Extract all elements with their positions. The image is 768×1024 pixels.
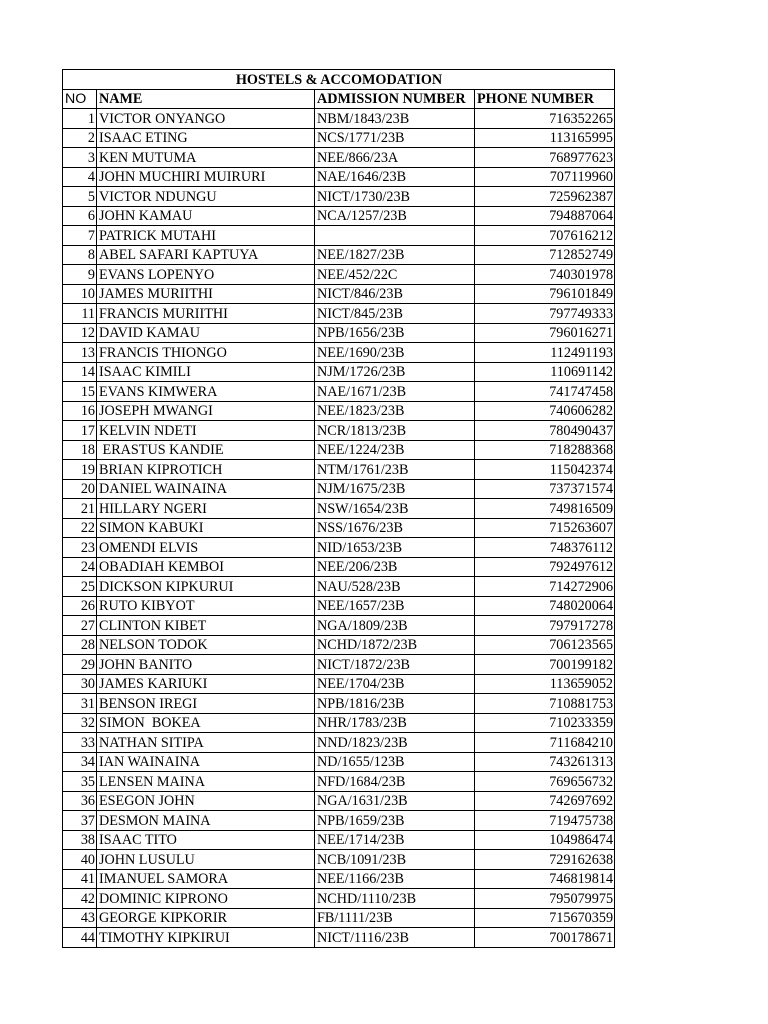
row-phone-number: 725962387 (475, 187, 615, 207)
row-phone-number: 715263607 (475, 518, 615, 538)
row-no: 17 (63, 421, 97, 441)
row-phone-number: 797917278 (475, 616, 615, 636)
table-row (63, 109, 615, 129)
table-row (63, 733, 615, 753)
row-no: 24 (63, 557, 97, 577)
row-no: 27 (63, 616, 97, 636)
row-name: BENSON IREGI (97, 694, 315, 714)
header-admission-number: ADMISSION NUMBER (315, 89, 475, 109)
table-row (63, 752, 615, 772)
table-row (63, 869, 615, 889)
row-no: 29 (63, 655, 97, 675)
row-name: JOHN BANITO (97, 655, 315, 675)
row-phone-number: 780490437 (475, 421, 615, 441)
table-row (63, 362, 615, 382)
header-no: NO (63, 89, 97, 109)
row-no: 2 (63, 128, 97, 148)
table-body (63, 70, 615, 948)
row-no: 40 (63, 850, 97, 870)
row-name: KELVIN NDETI (97, 421, 315, 441)
hostel-accommodation-table (62, 69, 615, 948)
row-no: 10 (63, 284, 97, 304)
table-row (63, 128, 615, 148)
row-admission-number: NHR/1783/23B (315, 713, 475, 733)
row-name: ISAAC KIMILI (97, 362, 315, 382)
row-admission-number: NICT/1872/23B (315, 655, 475, 675)
row-name: GEORGE KIPKORIR (97, 908, 315, 928)
row-admission-number: NPB/1659/23B (315, 811, 475, 831)
row-no: 21 (63, 499, 97, 519)
row-admission-number: NND/1823/23B (315, 733, 475, 753)
row-name: TIMOTHY KIPKIRUI (97, 928, 315, 948)
row-admission-number: NEE/1823/23B (315, 401, 475, 421)
table-row (63, 284, 615, 304)
row-admission-number (315, 226, 475, 246)
row-name: OBADIAH KEMBOI (97, 557, 315, 577)
table-row (63, 518, 615, 538)
row-no: 42 (63, 889, 97, 909)
table-row (63, 811, 615, 831)
table-row (63, 323, 615, 343)
row-name: SIMON BOKEA (97, 713, 315, 733)
row-phone-number: 716352265 (475, 109, 615, 129)
row-name: NATHAN SITIPA (97, 733, 315, 753)
row-name: HILLARY NGERI (97, 499, 315, 519)
table-row (63, 850, 615, 870)
row-no: 8 (63, 245, 97, 265)
row-name: EVANS LOPENYO (97, 265, 315, 285)
row-no: 1 (63, 109, 97, 129)
row-name: CLINTON KIBET (97, 616, 315, 636)
row-name: ABEL SAFARI KAPTUYA (97, 245, 315, 265)
table-row (63, 401, 615, 421)
row-no: 11 (63, 304, 97, 324)
row-no: 31 (63, 694, 97, 714)
row-admission-number: NID/1653/23B (315, 538, 475, 558)
row-phone-number: 796016271 (475, 323, 615, 343)
row-admission-number: NJM/1726/23B (315, 362, 475, 382)
row-name: OMENDI ELVIS (97, 538, 315, 558)
row-name: JOSEPH MWANGI (97, 401, 315, 421)
row-phone-number: 112491193 (475, 343, 615, 363)
row-phone-number: 115042374 (475, 460, 615, 480)
row-phone-number: 740606282 (475, 401, 615, 421)
row-no: 5 (63, 187, 97, 207)
row-name: DANIEL WAINAINA (97, 479, 315, 499)
row-name: JOHN KAMAU (97, 206, 315, 226)
table-row (63, 265, 615, 285)
row-name: KEN MUTUMA (97, 148, 315, 168)
row-no: 22 (63, 518, 97, 538)
row-no: 35 (63, 772, 97, 792)
row-admission-number: NEE/1714/23B (315, 830, 475, 850)
row-phone-number: 748376112 (475, 538, 615, 558)
table-row (63, 713, 615, 733)
row-phone-number: 104986474 (475, 830, 615, 850)
row-phone-number: 719475738 (475, 811, 615, 831)
row-phone-number: 707119960 (475, 167, 615, 187)
row-name: VICTOR ONYANGO (97, 109, 315, 129)
table-row (63, 772, 615, 792)
row-admission-number: NTM/1761/23B (315, 460, 475, 480)
row-admission-number: NEE/1224/23B (315, 440, 475, 460)
row-no: 3 (63, 148, 97, 168)
row-no: 43 (63, 908, 97, 928)
row-phone-number: 796101849 (475, 284, 615, 304)
row-no: 9 (63, 265, 97, 285)
row-name: JOHN LUSULU (97, 850, 315, 870)
row-admission-number: NPB/1816/23B (315, 694, 475, 714)
row-phone-number: 748020064 (475, 596, 615, 616)
table-row (63, 538, 615, 558)
table-row (63, 460, 615, 480)
row-no: 37 (63, 811, 97, 831)
header-name: NAME (97, 89, 315, 109)
table-row (63, 148, 615, 168)
table-row (63, 596, 615, 616)
row-phone-number: 795079975 (475, 889, 615, 909)
row-phone-number: 113165995 (475, 128, 615, 148)
row-name: DESMON MAINA (97, 811, 315, 831)
row-no: 44 (63, 928, 97, 948)
row-name: DAVID KAMAU (97, 323, 315, 343)
table-row (63, 908, 615, 928)
row-admission-number: NICT/1730/23B (315, 187, 475, 207)
row-no: 20 (63, 479, 97, 499)
table-row (63, 674, 615, 694)
row-admission-number: NCS/1771/23B (315, 128, 475, 148)
row-phone-number: 743261313 (475, 752, 615, 772)
table-row (63, 635, 615, 655)
row-name: BRIAN KIPROTICH (97, 460, 315, 480)
table-row (63, 421, 615, 441)
row-admission-number: NEE/1657/23B (315, 596, 475, 616)
row-admission-number: FB/1111/23B (315, 908, 475, 928)
row-admission-number: NICT/846/23B (315, 284, 475, 304)
row-no: 25 (63, 577, 97, 597)
row-admission-number: NEE/206/23B (315, 557, 475, 577)
row-phone-number: 742697692 (475, 791, 615, 811)
row-phone-number: 740301978 (475, 265, 615, 285)
row-phone-number: 769656732 (475, 772, 615, 792)
row-no: 7 (63, 226, 97, 246)
row-phone-number: 714272906 (475, 577, 615, 597)
row-no: 32 (63, 713, 97, 733)
table-row (63, 245, 615, 265)
row-admission-number: NGA/1631/23B (315, 791, 475, 811)
row-admission-number: NCA/1257/23B (315, 206, 475, 226)
row-admission-number: NEE/452/22C (315, 265, 475, 285)
row-name: LENSEN MAINA (97, 772, 315, 792)
header-row (63, 89, 615, 109)
row-admission-number: NEE/1690/23B (315, 343, 475, 363)
row-admission-number: NBM/1843/23B (315, 109, 475, 129)
row-admission-number: NCHD/1872/23B (315, 635, 475, 655)
table-row (63, 499, 615, 519)
table-row (63, 343, 615, 363)
row-no: 26 (63, 596, 97, 616)
row-phone-number: 710233359 (475, 713, 615, 733)
row-name: IMANUEL SAMORA (97, 869, 315, 889)
row-no: 14 (63, 362, 97, 382)
row-phone-number: 741747458 (475, 382, 615, 402)
row-no: 34 (63, 752, 97, 772)
row-admission-number: NSW/1654/23B (315, 499, 475, 519)
row-phone-number: 737371574 (475, 479, 615, 499)
row-admission-number: NEE/866/23A (315, 148, 475, 168)
row-phone-number: 768977623 (475, 148, 615, 168)
row-name: IAN WAINAINA (97, 752, 315, 772)
table-row (63, 479, 615, 499)
row-name: ESEGON JOHN (97, 791, 315, 811)
row-phone-number: 715670359 (475, 908, 615, 928)
row-admission-number: NSS/1676/23B (315, 518, 475, 538)
row-no: 36 (63, 791, 97, 811)
table-row (63, 830, 615, 850)
row-admission-number: NAU/528/23B (315, 577, 475, 597)
row-phone-number: 712852749 (475, 245, 615, 265)
row-admission-number: NCB/1091/23B (315, 850, 475, 870)
table-row (63, 440, 615, 460)
row-admission-number: NAE/1671/23B (315, 382, 475, 402)
row-phone-number: 794887064 (475, 206, 615, 226)
row-name: PATRICK MUTAHI (97, 226, 315, 246)
row-no: 16 (63, 401, 97, 421)
row-admission-number: ND/1655/123B (315, 752, 475, 772)
table-row (63, 928, 615, 948)
table-row (63, 616, 615, 636)
row-no: 38 (63, 830, 97, 850)
row-no: 19 (63, 460, 97, 480)
row-no: 6 (63, 206, 97, 226)
row-phone-number: 706123565 (475, 635, 615, 655)
row-phone-number: 700178671 (475, 928, 615, 948)
row-name: JAMES MURIITHI (97, 284, 315, 304)
table-row (63, 167, 615, 187)
table-row (63, 791, 615, 811)
row-no: 41 (63, 869, 97, 889)
header-phone-number: PHONE NUMBER (475, 89, 615, 109)
table-row (63, 187, 615, 207)
row-admission-number: NICT/845/23B (315, 304, 475, 324)
row-no: 28 (63, 635, 97, 655)
row-name: RUTO KIBYOT (97, 596, 315, 616)
row-no: 30 (63, 674, 97, 694)
row-name: DOMINIC KIPRONO (97, 889, 315, 909)
table-row (63, 226, 615, 246)
row-no: 18 (63, 440, 97, 460)
row-phone-number: 718288368 (475, 440, 615, 460)
row-phone-number: 710881753 (475, 694, 615, 714)
row-no: 13 (63, 343, 97, 363)
row-admission-number: NJM/1675/23B (315, 479, 475, 499)
row-admission-number: NCHD/1110/23B (315, 889, 475, 909)
row-no: 15 (63, 382, 97, 402)
row-phone-number: 113659052 (475, 674, 615, 694)
row-phone-number: 746819814 (475, 869, 615, 889)
row-phone-number: 749816509 (475, 499, 615, 519)
row-phone-number: 110691142 (475, 362, 615, 382)
row-phone-number: 700199182 (475, 655, 615, 675)
row-phone-number: 711684210 (475, 733, 615, 753)
table-row (63, 694, 615, 714)
row-no: 12 (63, 323, 97, 343)
row-admission-number: NEE/1704/23B (315, 674, 475, 694)
table-row (63, 382, 615, 402)
row-name: ISAAC ETING (97, 128, 315, 148)
row-name: SIMON KABUKI (97, 518, 315, 538)
row-name: VICTOR NDUNGU (97, 187, 315, 207)
row-name: JAMES KARIUKI (97, 674, 315, 694)
table-row (63, 889, 615, 909)
row-admission-number: NEE/1166/23B (315, 869, 475, 889)
table-row (63, 577, 615, 597)
row-admission-number: NGA/1809/23B (315, 616, 475, 636)
row-name: DICKSON KIPKURUI (97, 577, 315, 597)
row-admission-number: NPB/1656/23B (315, 323, 475, 343)
row-name: FRANCIS THIONGO (97, 343, 315, 363)
title-row (63, 70, 615, 90)
row-admission-number: NICT/1116/23B (315, 928, 475, 948)
table-row (63, 206, 615, 226)
table-row (63, 557, 615, 577)
row-no: 33 (63, 733, 97, 753)
row-phone-number: 792497612 (475, 557, 615, 577)
table-title: HOSTELS & ACCOMODATION (63, 70, 615, 90)
row-phone-number: 707616212 (475, 226, 615, 246)
row-admission-number: NAE/1646/23B (315, 167, 475, 187)
row-name: FRANCIS MURIITHI (97, 304, 315, 324)
row-name: NELSON TODOK (97, 635, 315, 655)
row-name: EVANS KIMWERA (97, 382, 315, 402)
row-no: 4 (63, 167, 97, 187)
row-admission-number: NEE/1827/23B (315, 245, 475, 265)
row-name: ERASTUS KANDIE (97, 440, 315, 460)
table-row (63, 304, 615, 324)
row-name: JOHN MUCHIRI MUIRURI (97, 167, 315, 187)
table-row (63, 655, 615, 675)
row-no: 23 (63, 538, 97, 558)
row-admission-number: NFD/1684/23B (315, 772, 475, 792)
row-phone-number: 797749333 (475, 304, 615, 324)
row-phone-number: 729162638 (475, 850, 615, 870)
row-name: ISAAC TITO (97, 830, 315, 850)
row-admission-number: NCR/1813/23B (315, 421, 475, 441)
